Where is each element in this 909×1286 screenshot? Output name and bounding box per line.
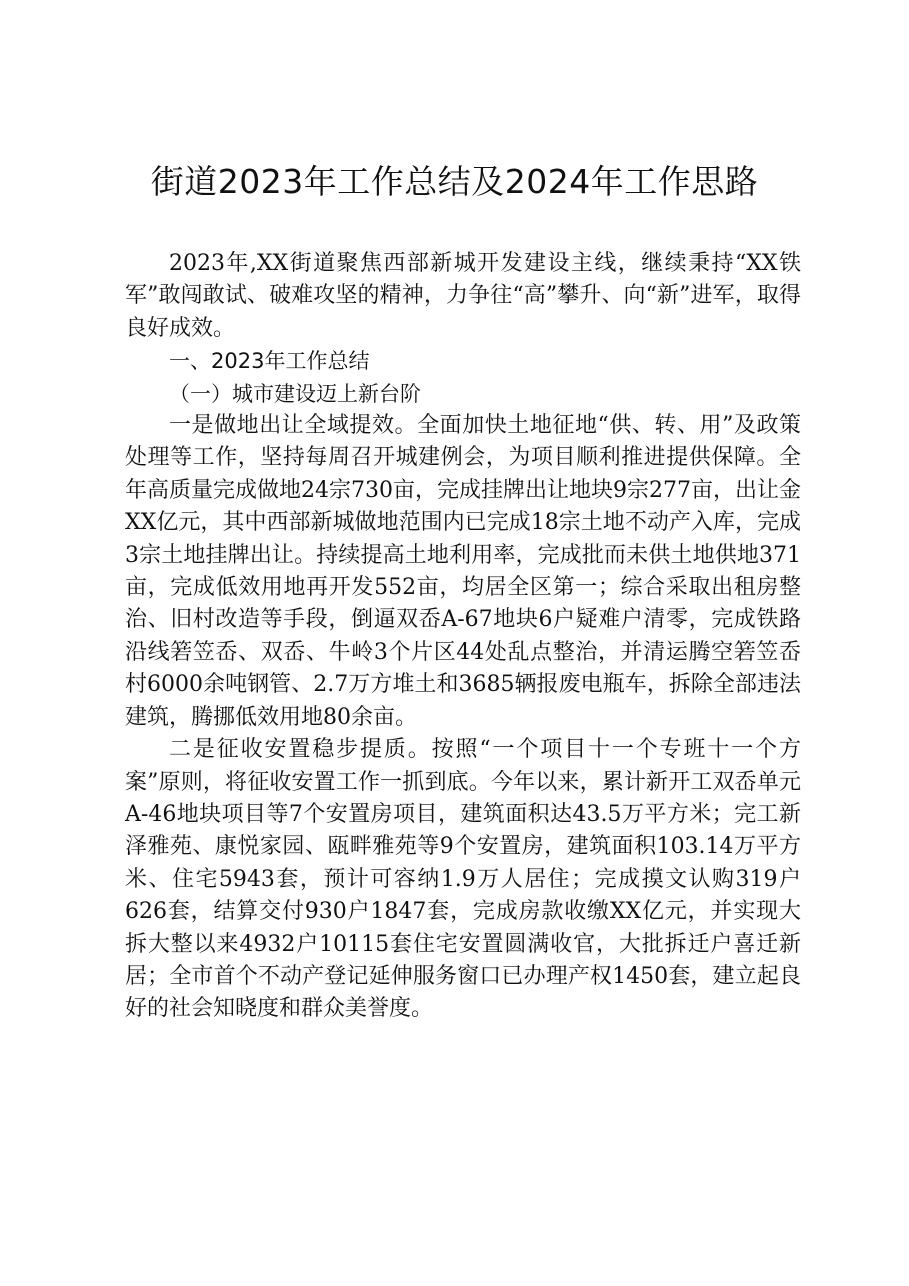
body-paragraph-resettlement: 二是征收安置稳步提质。按照“一个项目十一个专班十一个方案”原则，将征收安置工作一抓到底。今年以来，累计新开工双岙单元A-46地块项目等7个安置房项目，建筑面积达43.5万平方米；完工新泽雅苑、康悦家园、瓯畔雅苑等9个安置房，建筑面积103.14万平方米、住宅5943套，预计可容纳1.9万人居住；完成摸文认购319户626套，结算交付930户1847套，完成房款收缴XX亿元，并实现大拆大整以来4932户10115套住宅安置圆满收官，大批拆迁户喜迁新居；全市首个不动产登记延伸服务窗口已办理产权1450套，建立起良好的社会知晓度和群众美誉度。 [125, 737, 801, 1022]
body-paragraph-land: 一是做地出让全域提效。全面加快土地征地“供、转、用”及政策处理等工作，坚持每周召开城建例会，为项目顺利推进提供保障。全年高质量完成做地24宗730亩，完成挂牌出让地块9宗277亩，出让金XX亿元，其中西部新城做地范围内已完成18宗土地不动产入库，完成3宗土地挂牌出让。持续提高土地利用率，完成批而未供土地供地371亩，完成低效用地再开发552亩，均居全区第一；综合采取出租房整治、旧村改造等手段，倒逼双岙A-67地块6户疑难户清零，完成铁路沿线箬笠岙、双岙、牛岭3个片区44处乱点整治，并清运腾空箬笠岙村6000余吨钢管、2.7万方堆土和3685辆报废电瓶车，拆除全部违法建筑，腾挪低效用地80余亩。 [125, 413, 801, 730]
document-body [125, 248, 801, 1026]
section-heading: 一、2023年工作总结 [169, 349, 370, 374]
intro-paragraph: 2023年,XX街道聚焦西部新城开发建设主线，继续秉持“XX铁军”敢闯敢试、破难攻坚的精神，力争往“高”攀升、向“新”进军，取得良好成效。 [125, 251, 801, 341]
document-title: 街道2023年工作总结及2024年工作思路 [150, 162, 759, 201]
subsection-heading: （一）城市建设迈上新台阶 [169, 381, 421, 406]
